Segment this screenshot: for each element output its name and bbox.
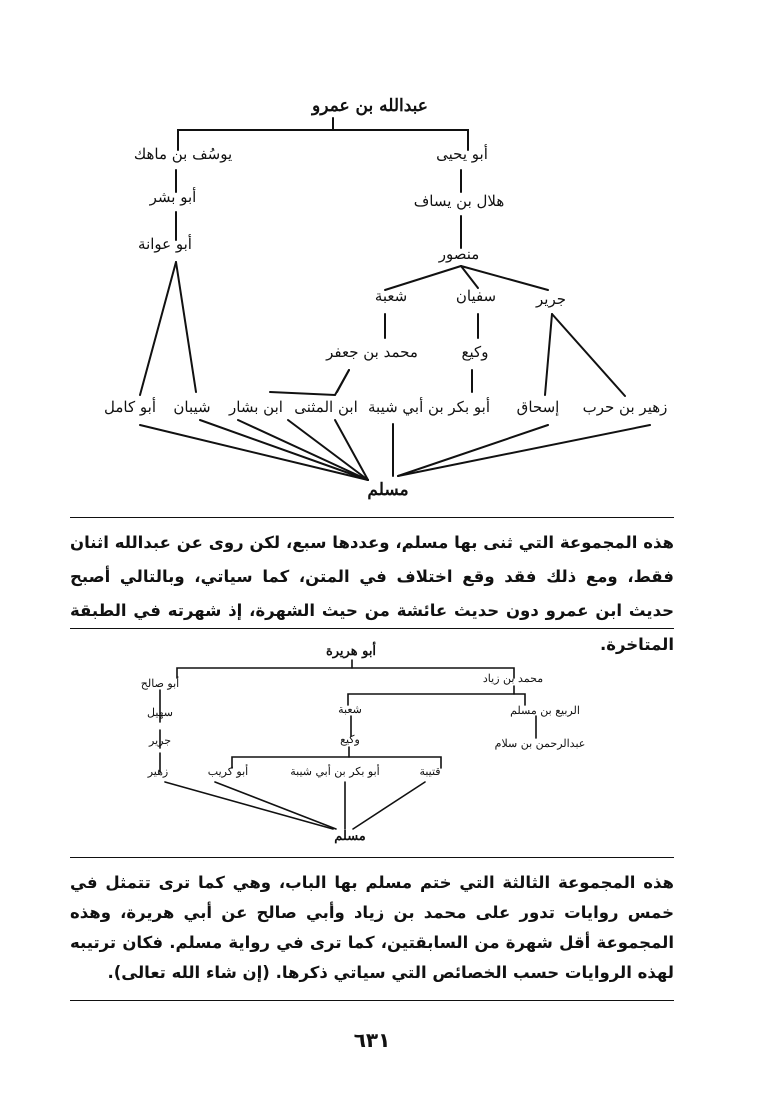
- tree1-node-yusuf: يوسُف بن ماهك: [133, 145, 233, 163]
- tree1-node-ibn-bashar: ابن بشار: [229, 398, 283, 416]
- tree1-node-waki: وكيع: [461, 343, 489, 361]
- tree1-link-abuawana-shayban: [176, 262, 196, 392]
- tree1-node-muhammad-jafar: محمد بن جعفر: [326, 343, 418, 361]
- divider-top-1: [70, 517, 674, 518]
- tree1-link-jarir-zuhair: [552, 314, 625, 396]
- tree2-node-muslim: مسلم: [334, 829, 366, 844]
- tree2-link-zuhair-muslim: [165, 782, 333, 829]
- tree2-node-suhail: سهيل: [147, 706, 173, 719]
- tree1-node-zuhair: زهير بن حرب: [582, 398, 668, 416]
- tree1-node-ibn-muthanna: ابن المثنى: [294, 398, 358, 416]
- tree2-node-abu-salih: أبو صالح: [140, 677, 180, 690]
- tree1-node-abu-kamil: أبو كامل: [104, 398, 156, 416]
- tree1-link-ibnbashar-muslim: [238, 420, 368, 480]
- tree1-node-abu-yahya: أبو يحيى: [436, 145, 488, 163]
- tree2-node-abu-bakr: أبو بكر بن أبي شيبة: [290, 765, 380, 778]
- tree2-link-qutaiba-muslim: [353, 782, 425, 829]
- commentary-paragraph-1: هذه المجموعة التي ثنى بها مسلم، وعددها سبع، لكن روى عن عبدالله اثنان فقط، ومع ذلك فقد وقع اختلاف في المتن، كما سياتي، وبالتالي أصبح حديث ابن عمرو دون حديث عائشة من حيث الشهرة، إذ شهرته في الطبقة المتاخرة.: [70, 533, 674, 654]
- tree2-node-qutaiba: قتيبة: [419, 765, 441, 778]
- tree1-node-shayban: شيبان: [173, 398, 211, 416]
- divider-bottom-1: [70, 628, 674, 629]
- tree2-link-mziyad-bracket: [348, 694, 525, 705]
- tree2-node-root: أبو هريرة: [325, 644, 377, 659]
- tree2-node-shuba: شعبة: [338, 703, 362, 716]
- tree1-node-abu-bishr: أبو بشر: [149, 188, 197, 206]
- tree1-node-mansur: منصور: [438, 245, 480, 263]
- tree2-link-abukurayb-muslim: [215, 782, 336, 829]
- tree2-link-root-bracket: [177, 668, 514, 678]
- tree2-node-abdulrahman: عبدالرحمن بن سلام: [494, 737, 586, 750]
- divider-bottom-2: [70, 1000, 674, 1001]
- tree2-node-jarir: جرير: [149, 734, 171, 747]
- tree1-node-shuba: شعبة: [374, 287, 408, 305]
- tree2-node-muhammad-ziyad: محمد بن زياد: [482, 672, 544, 685]
- tree1-link-abuawana-abukamil: [140, 262, 176, 395]
- tree1-link-mjafar-ibnmuthanna: [337, 370, 349, 392]
- tree1-node-abu-bakr: أبو بكر بن أبي شيبة: [368, 398, 490, 416]
- tree2-node-abu-kurayb: أبو كريب: [207, 765, 249, 778]
- tree1-node-ishaq: إسحاق: [516, 398, 560, 416]
- tree1-node-jarir: جرير: [536, 290, 566, 308]
- tree1-link-jarir-ishaq: [545, 314, 552, 395]
- tree1-link-abukamil-muslim: [140, 425, 368, 480]
- tree1-node-muslim: مسلم: [367, 480, 409, 500]
- commentary-paragraph-2: هذه المجموعة الثالثة التي ختم مسلم بها الباب، وهي كما ترى تتمثل في خمس روايات تدور على محمد بن زياد وأبي صالح عن أبي هريرة، وهذه المجموعة أقل شهرة من السابقتين، كما ترى في رواية مسلم. فكان ترتيبه لهذه الروايات حسب الخصائص التي سياتي ذكرها. (إن شاء الله تعالى).: [70, 873, 674, 982]
- tree1-link-shayban-muslim: [200, 420, 368, 480]
- tree1-node-hilal: هلال بن يساف: [413, 192, 505, 210]
- tree2-node-rabi: الربيع بن مسلم: [510, 704, 580, 717]
- isnad-tree-1-lines: [0, 0, 757, 520]
- tree2-node-waki: وكيع: [340, 733, 360, 746]
- page-number: ٦٣١: [353, 1028, 391, 1052]
- divider-top-2: [70, 857, 674, 858]
- tree1-node-root: عبدالله بن عمرو: [312, 96, 428, 116]
- tree2-node-zuhair: زهير: [147, 765, 169, 778]
- tree1-node-sufyan: سفيان: [455, 287, 497, 305]
- tree1-node-abu-awana: أبو عوانة: [138, 235, 192, 253]
